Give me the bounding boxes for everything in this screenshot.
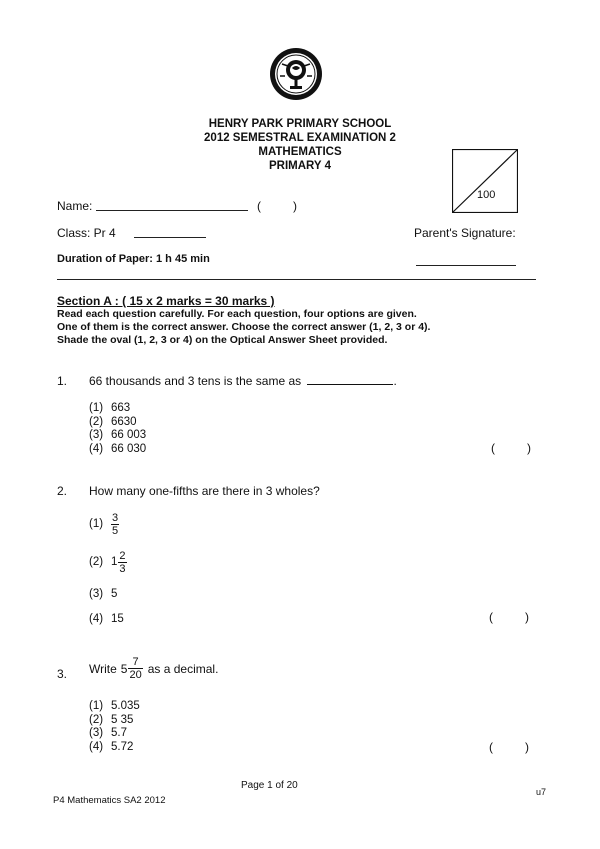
question-3-text: Write 5 $\frac{7}{20}$ as a decimal. [89, 656, 219, 681]
option: (3) 66 003 [89, 429, 147, 441]
section-a-title: Section A : ( 15 x 2 marks = 30 marks ) [57, 294, 275, 308]
option: (1) 663 [89, 402, 131, 414]
question-2-option-3: (3) 5 [89, 588, 118, 600]
score-box [452, 149, 518, 213]
parent-signature-line [416, 265, 516, 266]
name-bracket-open: ( [257, 199, 261, 213]
answer-bracket-close-q2: ) [525, 610, 529, 624]
question-2-option-1: (1) $\frac{3}{5}$ [89, 512, 119, 537]
class-label: Class: Pr 4 [57, 226, 116, 240]
school-crest-logo [268, 46, 324, 102]
answer-bracket-open-q3: ( [489, 740, 493, 754]
section-a-instruction-3: Shade the oval (1, 2, 3 or 4) on the Optical Answer Sheet provided. [57, 334, 388, 346]
option: (2) 6630 [89, 415, 137, 428]
question-1-options [89, 402, 146, 456]
page-number: Page 1 of 20 [241, 780, 298, 791]
answer-bracket-open-q2: ( [489, 610, 493, 624]
header-divider [57, 279, 536, 280]
score-total: 100 [477, 189, 496, 201]
parent-signature-label: Parent's Signature: [414, 226, 516, 240]
level-title: PRIMARY 4 [269, 160, 331, 172]
question-1-number: 1. [57, 374, 68, 388]
fraction: $\frac{2}{3}$ [119, 550, 126, 575]
name-line [96, 210, 248, 211]
subject-title: MATHEMATICS [258, 146, 342, 158]
corner-mark: u7 [536, 787, 547, 797]
name-label: Name: [57, 199, 93, 213]
question-1-stem: 66 thousands and 3 tens is the same as [89, 374, 302, 388]
school-name: HENRY PARK PRIMARY SCHOOL [208, 118, 392, 130]
option: (2) 5 35 [89, 713, 134, 726]
answer-bracket-open-q1: ( [491, 441, 495, 455]
question-2-number: 2. [57, 484, 68, 498]
option: (3) 5.7 [89, 727, 127, 739]
name-bracket-close: ) [293, 199, 297, 213]
fraction: $\frac{7}{20}$ [129, 656, 142, 681]
option: (4) 5.72 [89, 740, 134, 753]
question-1-text [89, 374, 397, 388]
exam-title: 2012 SEMESTRAL EXAMINATION 2 [204, 132, 396, 144]
question-3-number: 3. [57, 667, 68, 681]
class-line [134, 237, 206, 238]
answer-bracket-close-q1: ) [527, 441, 531, 455]
section-a-instruction-1: Read each question carefully. For each question, four options are given. [57, 308, 417, 320]
question-1-blank [307, 374, 393, 385]
question-1-stem-end: . [393, 374, 397, 388]
fraction: $\frac{3}{5}$ [112, 512, 119, 537]
answer-bracket-close-q3: ) [525, 740, 529, 754]
paper-label: P4 Mathematics SA2 2012 [53, 795, 166, 806]
question-2-option-4: (4) 15 [89, 613, 124, 625]
question-3-options [89, 700, 140, 754]
question-2-option-2: (2) 1 $\frac{2}{3}$ [89, 550, 126, 575]
option: (4) 66 030 [89, 442, 147, 455]
section-a-instruction-2: One of them is the correct answer. Choose the correct answer (1, 2, 3 or 4). [57, 321, 431, 333]
duration-label: Duration of Paper: 1 h 45 min [57, 253, 210, 265]
option: (1) 5.035 [89, 700, 140, 712]
question-2-text: How many one-fifths are there in 3 wholes? [89, 484, 320, 498]
